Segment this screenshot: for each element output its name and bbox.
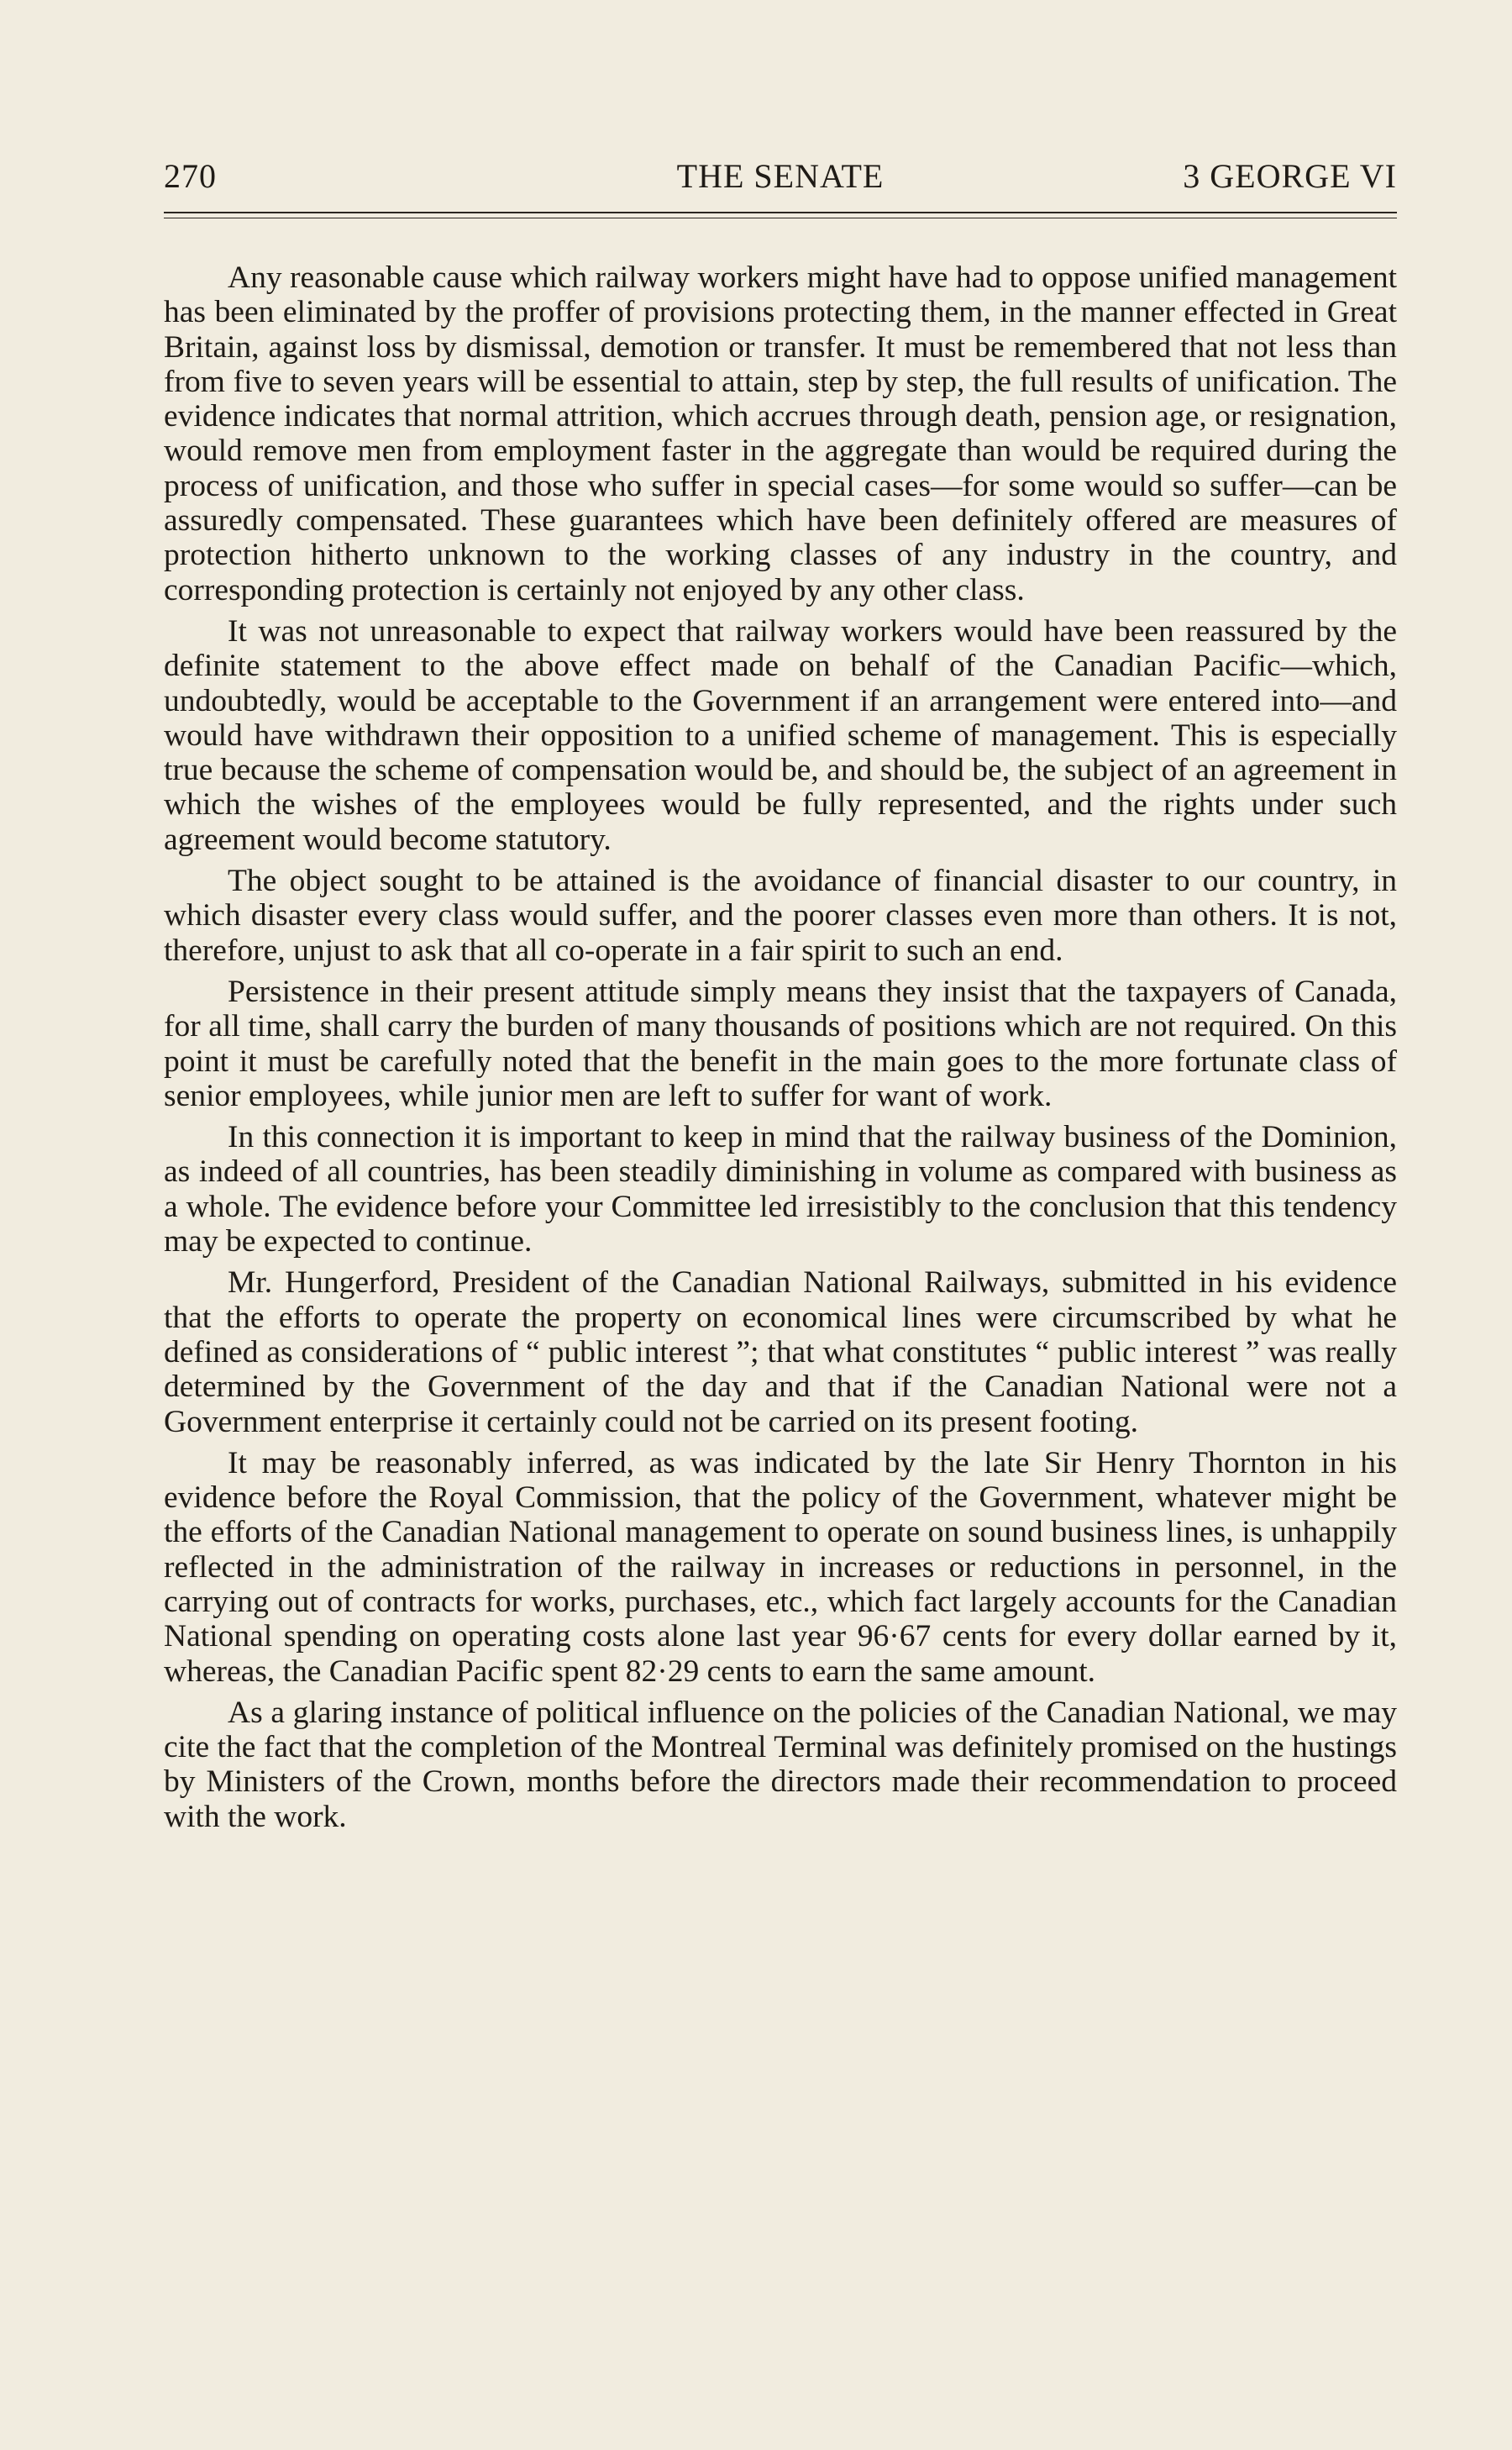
paragraph: Persistence in their present attitude simply means they insist that the taxpayers of Canada, for all time, shall carry the burden of many thousands of positions which are not required. On this point it must be carefully noted that the benefit in the main goes to the more fortunate class of senior employees, while junior men are left to suffer for want of work.: [164, 974, 1397, 1113]
paragraph: In this connection it is important to keep in mind that the railway business of the Dominion, as indeed of all countries, has been steadily diminishing in volume as compared with business as a whole. The evidence before your Committee led irresistibly to the conclusion that this tendency may be expected to continue.: [164, 1120, 1397, 1259]
paragraph: It may be reasonably inferred, as was indicated by the late Sir Henry Thornton in his evidence before the Royal Commission, that the policy of the Government, whatever might be the efforts of the Canadian National management to operate on sound business lines, is unhappily reflected in the administration of the railway in increases or reductions in personnel, in the carrying out of contracts for works, purchases, etc., which fact largely accounts for the Canadian National spending on operating costs alone last year 96·67 cents for every dollar earned by it, whereas, the Canadian Pacific spent 82·29 cents to earn the same amount.: [164, 1445, 1397, 1689]
paragraph: Mr. Hungerford, President of the Canadian National Railways, submitted in his evidence that the efforts to operate the property on economical lines were circumscribed by what he defined as considerations of “ public interest ”; that what constitutes “ public interest ” was really determined by the Government of the day and that if the Canadian National were not a Government enterprise it certainly could not be carried on its present footing.: [164, 1265, 1397, 1439]
running-title: THE SENATE: [676, 157, 885, 195]
body-text: [164, 260, 1397, 1834]
session-label: 3 GEORGE VI: [1183, 157, 1397, 195]
page-number: 270: [164, 157, 217, 195]
header-rule: [164, 212, 1397, 213]
paragraph: As a glaring instance of political influence on the policies of the Canadian National, we may cite the fact that the completion of the Montreal Terminal was definitely promised on the hustings by Ministers of the Crown, months before the directors made their recommendation to proceed with the work.: [164, 1695, 1397, 1834]
page-header: [164, 156, 1397, 203]
paragraph: The object sought to be attained is the avoidance of financial disaster to our country, in which disaster every class would suffer, and the poorer classes even more than others. It is not, therefore, unjust to ask that all co-operate in a fair spirit to such an end.: [164, 864, 1397, 968]
paragraph: Any reasonable cause which railway workers might have had to oppose unified management has been eliminated by the proffer of provisions protecting them, in the manner effected in Great Britain, against loss by dismissal, demotion or transfer. It must be remembered that not less than from five to seven years will be essential to attain, step by step, the full results of unification. The evidence indicates that normal attrition, which accrues through death, pension age, or resignation, would remove men from employment faster in the aggregate than would be required during the process of unification, and those who suffer in special cases—for some would so suffer—can be assuredly compensated. These guarantees which have been definitely offered are measures of protection hitherto unknown to the working classes of any industry in the country, and corresponding protection is certainly not enjoyed by any other class.: [164, 260, 1397, 607]
paragraph: It was not unreasonable to expect that railway workers would have been reassured by the definite statement to the above effect made on behalf of the Canadian Pacific—which, undoubtedly, would be acceptable to the Government if an arrangement were entered into—and would have withdrawn their opposition to a unified scheme of management. This is especially true because the scheme of compensation would be, and should be, the subject of an agreement in which the wishes of the employees would be fully represented, and the rights under such agreement would become statutory.: [164, 613, 1397, 857]
